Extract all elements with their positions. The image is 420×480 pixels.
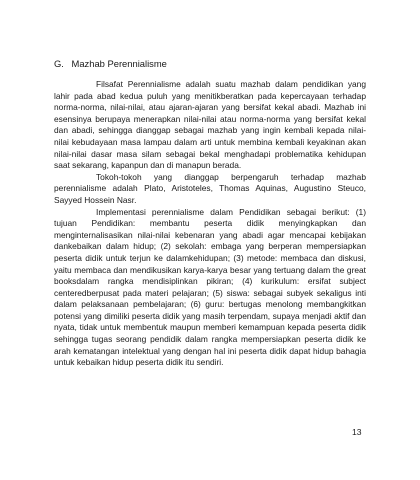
body-text [54, 79, 366, 369]
section-title: Mazhab Perennialisme [71, 58, 167, 69]
section-number: G. [54, 58, 64, 69]
paragraph-figures: Tokoh-tokoh yang dianggap berpengaruh terhadap mazhab perennialisme adalah Plato, Aristoteles, Thomas Aquinas, Augustino Steuco, Sayyed Hossein Nasr. [54, 171, 366, 205]
paragraph-implementation: Implementasi perennialisme dalam Pendidikan sebagai berikut: (1) tujuan Pendidikan: membantu peserta didik menyingkapkan dan menginternalisasikan nilai-nilai kebenaran yang abadi agar mencapai kebijakan dankebaikan dalam hidup; (2) sekolah: embaga yang berperan mempersiapkan peserta didik untuk terjun ke dalamkehidupan; (3) metode: membaca dan diskusi, yaitu membaca dan mendikusikan karya-karya besar yang tertuang dalam the great booksdalam rangka mendisiplinkan pikiran; (4) kurikulum: ersifat subject centeredberpusat pada materi pelajaran; (5) siswa: sebagai subyek sekaligus inti dalam pelaksanaan pembelajaran; (6) guru: bertugas menolong membangkitkan potensi yang dimiliki peserta didik yang masih terpendam, supaya menjadi aktif dan nyata, tidak untuk membentuk maupun memberi kemampuan kepada peserta didik sehingga tugas seorang pendidik dalam rangka mempersiapkan peserta didik ke arah kematangan intelektual yang dengan hal ini peserta didik dapat hidup bahagia untuk kebaikan hidup peserta didik itu sendiri. [54, 206, 366, 368]
page-number: 13 [352, 427, 362, 437]
section-heading [54, 58, 167, 70]
paragraph-definition: Filsafat Perennialisme adalah suatu mazhab dalam pendidikan yang lahir pada abad kedua puluh yang menitikberatkan pada kepercayaan terhadap norma-norma, nilai-nilai, atau ajaran-ajaran yang bersifat kekal abadi. Mazhab ini esensinya berupaya menerapkan nilai-nilai atau norma-norma yang bersifat kekal dan abadi, sehingga dianggap sebagai mazhab yang ingin kembali kepada nilai-nilai kebudayaan masa lampau dalam arti untuk membina kembali keyakinan akan nilai-nilai dasar masa silam sebagai bekal menghadapi problematika kehidupan saat sekarang, kapanpun dan di manapun berada. [54, 79, 366, 171]
